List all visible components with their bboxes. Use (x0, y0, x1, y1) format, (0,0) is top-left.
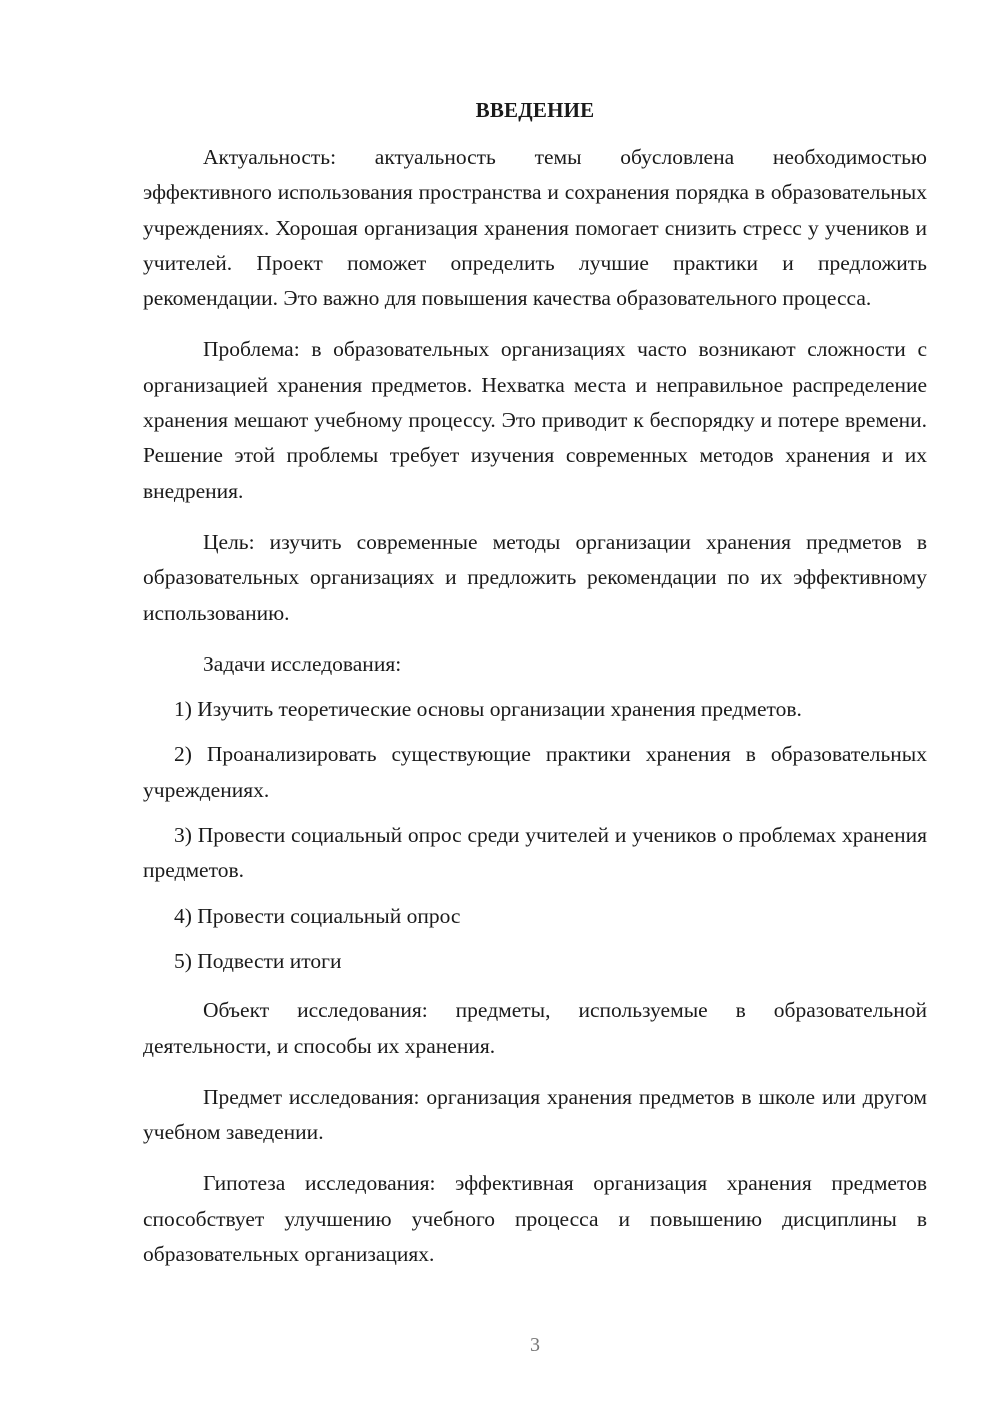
task-item-3: 3) Провести социальный опрос среди учителей и учеников о проблемах хранения предметов. (143, 823, 927, 883)
page-title: ВВЕДЕНИЕ (475, 98, 595, 122)
problem-paragraph: Проблема: в образовательных организациях часто возникают сложности с организацией хранения предметов. Нехватка места и неправильное распределение хранения мешают учебному процессу. Это приводит к беспорядку и потере времени. Решение этой проблемы требует изучения современных методов хранения и их внедрения. (143, 337, 927, 503)
goal-paragraph: Цель: изучить современные методы организации хранения предметов в образовательных организациях и предложить рекомендации по их эффективному использованию. (143, 529, 927, 625)
task-item-5: 5) Подвести итоги (174, 948, 342, 973)
object-paragraph: Объект исследования: предметы, используемые в образовательной деятельности, и способы их хранения. (143, 998, 927, 1058)
page-number: 3 (530, 1334, 540, 1356)
hypothesis-paragraph: Гипотеза исследования: эффективная организация хранения предметов способствует улучшению учебного процесса и повышению дисциплины в образовательных организациях. (143, 1171, 927, 1267)
subject-paragraph: Предмет исследования: организация хранения предметов в школе или другом учебном заведении. (143, 1084, 927, 1145)
relevance-paragraph: Актуальность: актуальность темы обусловлена необходимостью эффективного использования пространства и сохранения порядка в образовательных учреждениях. Хорошая организация хранения помогает снизить стресс у учеников и учителей. Проект поможет определить лучшие практики и предложить рекомендации. Это важно для повышения качества образовательного процесса. (143, 145, 927, 311)
tasks-heading: Задачи исследования: (203, 651, 402, 676)
task-item-2: 2) Проанализировать существующие практики хранения в образовательных учреждениях. (143, 742, 927, 802)
task-item-1: 1) Изучить теоретические основы организации хранения предметов. (174, 697, 802, 722)
task-item-4: 4) Провести социальный опрос (174, 903, 461, 928)
